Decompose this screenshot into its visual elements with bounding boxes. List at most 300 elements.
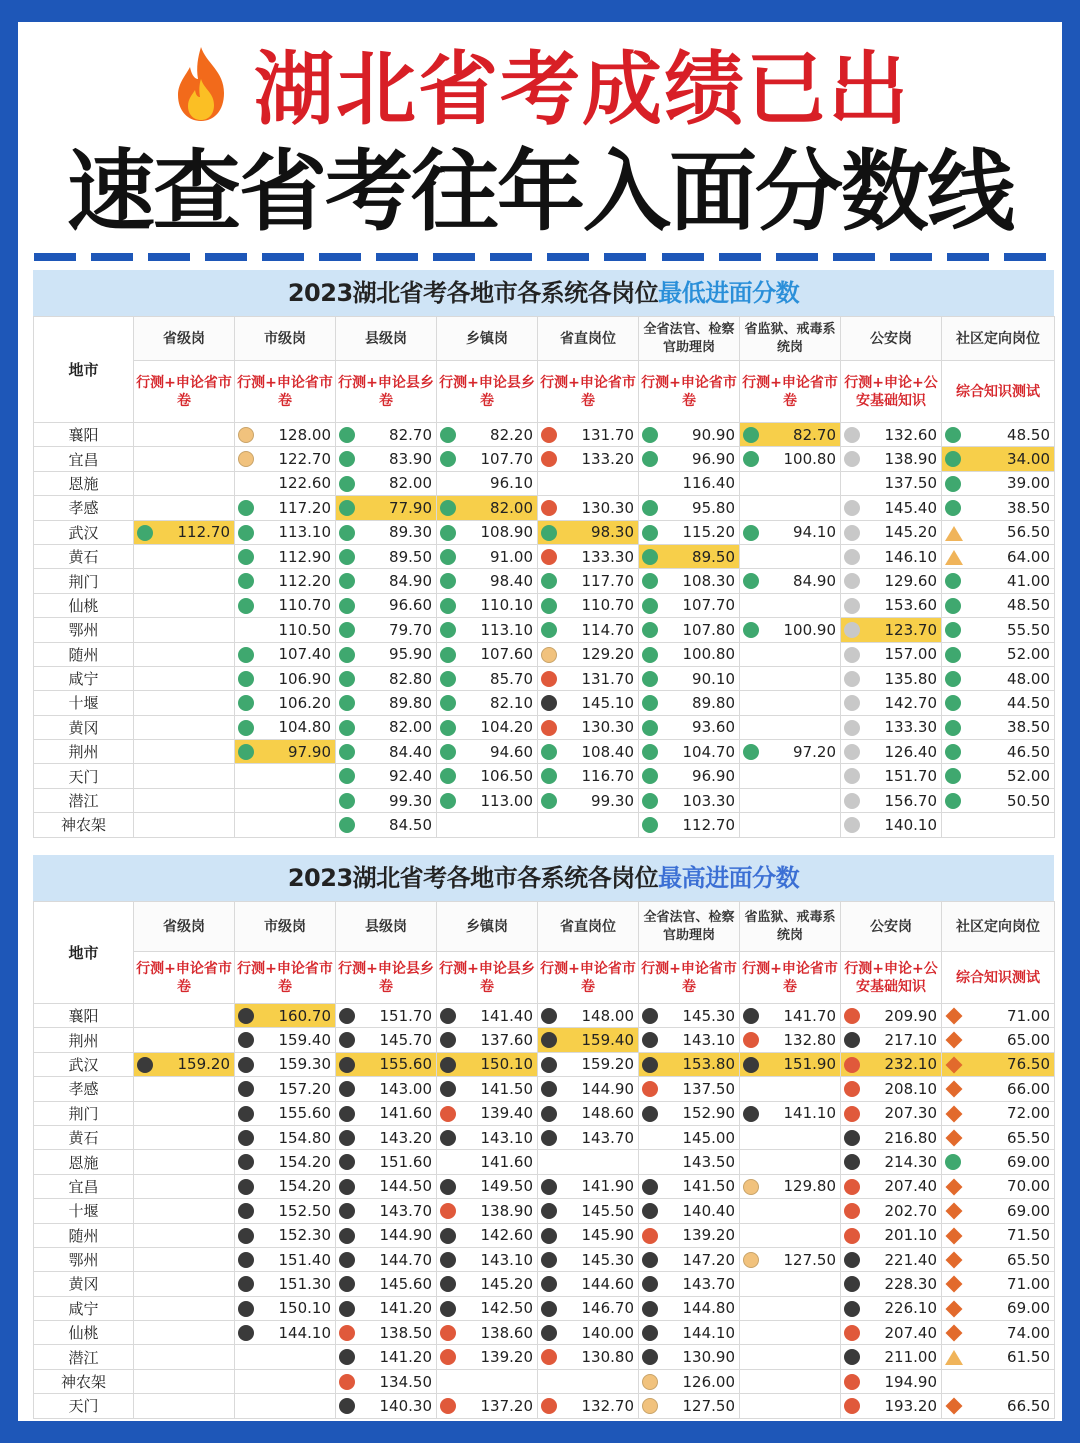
circle-marker-icon [642, 671, 658, 687]
exam-type-header: 行测+申论省市卷 [740, 361, 841, 423]
score-cell [841, 813, 942, 837]
score-cell [437, 691, 538, 715]
column-header: 乡镇岗 [437, 317, 538, 361]
circle-marker-icon [642, 1398, 658, 1414]
circle-marker-icon [339, 1106, 355, 1122]
score-cell [336, 1369, 437, 1393]
score-cell [538, 1077, 639, 1101]
score-cell [336, 1321, 437, 1345]
score-value: 77.90 [389, 498, 432, 517]
score-value: 94.10 [793, 523, 836, 542]
score-cell [336, 618, 437, 642]
score-cell [740, 423, 841, 447]
score-cell [942, 1028, 1055, 1052]
score-value: 145.60 [379, 1274, 432, 1293]
score-value: 130.30 [581, 718, 634, 737]
table-row [34, 1174, 1055, 1198]
diamond-marker-icon [946, 1081, 963, 1098]
score-cell [942, 1077, 1055, 1101]
circle-marker-icon [440, 573, 456, 589]
triangle-marker-icon [945, 526, 963, 541]
circle-marker-icon [339, 1008, 355, 1024]
score-cell [841, 1247, 942, 1271]
table-row [34, 1077, 1055, 1101]
score-cell [538, 593, 639, 617]
circle-marker-icon [238, 647, 254, 663]
exam-type-header: 行测+申论省市卷 [538, 952, 639, 1004]
circle-marker-icon [642, 525, 658, 541]
circle-marker-icon [844, 695, 860, 711]
score-cell [336, 593, 437, 617]
exam-type-header: 综合知识测试 [942, 952, 1055, 1004]
city-cell: 襄阳 [34, 423, 134, 447]
score-value: 46.50 [1007, 742, 1050, 761]
circle-marker-icon [238, 1008, 254, 1024]
score-cell [336, 788, 437, 812]
circle-marker-icon [339, 744, 355, 760]
score-cell [134, 1199, 235, 1223]
score-cell [235, 1296, 336, 1320]
score-cell [336, 642, 437, 666]
score-cell [134, 764, 235, 788]
score-cell [942, 691, 1055, 715]
exam-type-header: 行测+申论省市卷 [639, 952, 740, 1004]
score-cell [538, 618, 639, 642]
score-value: 112.20 [278, 572, 331, 591]
score-value: 207.40 [884, 1323, 937, 1342]
city-cell: 咸宁 [34, 666, 134, 690]
score-cell [942, 569, 1055, 593]
circle-marker-icon [541, 1057, 557, 1073]
circle-marker-icon [541, 793, 557, 809]
score-value: 69.00 [1007, 1299, 1050, 1318]
score-value: 149.50 [480, 1177, 533, 1196]
score-cell [134, 1077, 235, 1101]
circle-marker-icon [844, 1057, 860, 1073]
circle-marker-icon [238, 500, 254, 516]
score-value: 194.90 [884, 1372, 937, 1391]
score-cell [437, 1028, 538, 1052]
circle-marker-icon [945, 573, 961, 589]
circle-marker-icon [945, 768, 961, 784]
score-value: 100.80 [783, 450, 836, 469]
score-value: 116.70 [581, 767, 634, 786]
score-value: 226.10 [884, 1299, 937, 1318]
score-cell [336, 1345, 437, 1369]
score-cell [538, 1321, 639, 1345]
score-value: 82.70 [793, 425, 836, 444]
city-cell: 随州 [34, 642, 134, 666]
score-cell [942, 496, 1055, 520]
circle-marker-icon [541, 671, 557, 687]
score-cell [740, 1052, 841, 1076]
score-value: 107.70 [480, 450, 533, 469]
circle-marker-icon [339, 451, 355, 467]
score-value: 147.20 [682, 1250, 735, 1269]
score-value: 143.00 [379, 1079, 432, 1098]
circle-marker-icon [642, 451, 658, 467]
score-cell [235, 691, 336, 715]
score-cell [942, 1272, 1055, 1296]
score-value: 145.20 [884, 523, 937, 542]
circle-marker-icon [339, 598, 355, 614]
score-cell [134, 813, 235, 837]
score-cell [336, 447, 437, 471]
circle-marker-icon [541, 1252, 557, 1268]
score-value: 130.30 [581, 498, 634, 517]
score-cell [841, 764, 942, 788]
score-value: 141.20 [379, 1348, 432, 1367]
score-cell [336, 715, 437, 739]
circle-marker-icon [844, 1276, 860, 1292]
score-value: 96.90 [692, 450, 735, 469]
score-cell [235, 471, 336, 495]
city-cell: 孝感 [34, 1077, 134, 1101]
score-cell [538, 1004, 639, 1028]
score-cell [639, 666, 740, 690]
score-cell [235, 666, 336, 690]
column-header: 乡镇岗 [437, 902, 538, 952]
score-value: 132.60 [884, 425, 937, 444]
column-header: 省级岗 [134, 902, 235, 952]
circle-marker-icon [440, 1203, 456, 1219]
score-cell [639, 544, 740, 568]
circle-marker-icon [945, 451, 961, 467]
score-value: 216.80 [884, 1128, 937, 1147]
score-value: 159.30 [278, 1055, 331, 1074]
score-value: 89.80 [692, 693, 735, 712]
score-value: 107.70 [682, 596, 735, 615]
score-value: 228.30 [884, 1274, 937, 1293]
score-cell [437, 1174, 538, 1198]
score-cell [437, 715, 538, 739]
score-cell [235, 1125, 336, 1149]
circle-marker-icon [440, 427, 456, 443]
circle-marker-icon [743, 1057, 759, 1073]
score-value: 44.50 [1007, 693, 1050, 712]
score-cell [740, 1125, 841, 1149]
circle-marker-icon [743, 1008, 759, 1024]
score-cell [740, 764, 841, 788]
score-cell [336, 1199, 437, 1223]
score-value: 211.00 [884, 1348, 937, 1367]
score-value: 112.90 [278, 547, 331, 566]
score-value: 143.10 [480, 1128, 533, 1147]
score-cell [134, 1394, 235, 1418]
column-header: 省级岗 [134, 317, 235, 361]
score-value: 117.20 [278, 498, 331, 517]
score-cell [437, 1223, 538, 1247]
circle-marker-icon [440, 1228, 456, 1244]
poster-card [18, 22, 1062, 1421]
score-cell [134, 1028, 235, 1052]
score-value: 100.80 [682, 645, 735, 664]
score-cell [639, 496, 740, 520]
exam-type-header: 行测+申论省市卷 [538, 361, 639, 423]
score-value: 94.60 [490, 742, 533, 761]
score-cell [437, 471, 538, 495]
score-value: 112.70 [177, 523, 230, 542]
score-value: 65.00 [1007, 1031, 1050, 1050]
circle-marker-icon [642, 768, 658, 784]
score-value: 70.00 [1007, 1177, 1050, 1196]
score-cell [538, 520, 639, 544]
exam-type-header: 行测+申论省市卷 [235, 361, 336, 423]
score-value: 83.90 [389, 450, 432, 469]
score-value: 221.40 [884, 1250, 937, 1269]
table-row [34, 1247, 1055, 1271]
score-cell [740, 1150, 841, 1174]
column-header: 省监狱、戒毒系统岗 [740, 317, 841, 361]
score-cell [740, 1004, 841, 1028]
score-value: 214.30 [884, 1153, 937, 1172]
score-value: 126.00 [682, 1372, 735, 1391]
circle-marker-icon [642, 744, 658, 760]
score-value: 155.60 [379, 1055, 432, 1074]
score-cell [942, 1101, 1055, 1125]
score-cell [538, 1369, 639, 1393]
exam-type-header: 行测+申论省市卷 [235, 952, 336, 1004]
score-value: 145.30 [581, 1250, 634, 1269]
table-row [34, 1345, 1055, 1369]
circle-marker-icon [440, 768, 456, 784]
score-value: 143.10 [480, 1250, 533, 1269]
score-cell [336, 520, 437, 544]
score-cell [336, 740, 437, 764]
table-row [34, 471, 1055, 495]
score-cell [740, 1369, 841, 1393]
score-value: 141.20 [379, 1299, 432, 1318]
score-cell [437, 447, 538, 471]
circle-marker-icon [440, 793, 456, 809]
table-row [34, 715, 1055, 739]
score-value: 127.50 [783, 1250, 836, 1269]
score-value: 129.60 [884, 572, 937, 591]
score-cell [740, 715, 841, 739]
score-value: 126.40 [884, 742, 937, 761]
score-cell [942, 1247, 1055, 1271]
score-cell [235, 569, 336, 593]
circle-marker-icon [743, 1179, 759, 1195]
circle-marker-icon [642, 1252, 658, 1268]
column-header: 市级岗 [235, 902, 336, 952]
circle-marker-icon [339, 476, 355, 492]
circle-marker-icon [743, 622, 759, 638]
circle-marker-icon [440, 1130, 456, 1146]
score-cell [134, 520, 235, 544]
score-cell [740, 1321, 841, 1345]
circle-marker-icon [642, 1203, 658, 1219]
score-cell [437, 544, 538, 568]
score-value: 64.00 [1007, 547, 1050, 566]
circle-marker-icon [238, 720, 254, 736]
circle-marker-icon [541, 1398, 557, 1414]
score-value: 142.50 [480, 1299, 533, 1318]
score-value: 207.40 [884, 1177, 937, 1196]
score-value: 141.40 [480, 1006, 533, 1025]
score-value: 151.40 [278, 1250, 331, 1269]
score-value: 89.50 [692, 547, 735, 566]
score-cell [437, 569, 538, 593]
circle-marker-icon [642, 720, 658, 736]
fire-icon [170, 45, 232, 123]
score-cell [235, 423, 336, 447]
score-cell [942, 1004, 1055, 1028]
score-value: 137.50 [682, 1079, 735, 1098]
table-row [34, 1296, 1055, 1320]
circle-marker-icon [642, 647, 658, 663]
city-cell: 恩施 [34, 471, 134, 495]
circle-marker-icon [642, 573, 658, 589]
score-cell [942, 1199, 1055, 1223]
score-value: 65.50 [1007, 1128, 1050, 1147]
score-cell [235, 544, 336, 568]
score-cell [841, 471, 942, 495]
circle-marker-icon [137, 525, 153, 541]
score-cell [740, 593, 841, 617]
score-cell [437, 496, 538, 520]
score-value: 114.70 [581, 620, 634, 639]
circle-marker-icon [541, 1276, 557, 1292]
score-value: 140.00 [581, 1323, 634, 1342]
score-cell [740, 666, 841, 690]
score-value: 71.50 [1007, 1226, 1050, 1245]
circle-marker-icon [945, 647, 961, 663]
circle-marker-icon [945, 695, 961, 711]
circle-marker-icon [844, 500, 860, 516]
dashed-divider [34, 253, 1046, 263]
score-value: 159.40 [581, 1031, 634, 1050]
score-cell [740, 1028, 841, 1052]
circle-marker-icon [238, 598, 254, 614]
score-value: 157.00 [884, 645, 937, 664]
score-cell [942, 618, 1055, 642]
score-cell [942, 544, 1055, 568]
score-cell [336, 1247, 437, 1271]
score-value: 144.80 [682, 1299, 735, 1318]
score-cell [235, 1028, 336, 1052]
score-value: 157.20 [278, 1079, 331, 1098]
score-cell [942, 1125, 1055, 1149]
score-cell [841, 1028, 942, 1052]
score-value: 61.50 [1007, 1348, 1050, 1367]
score-value: 153.80 [682, 1055, 735, 1074]
score-cell [538, 642, 639, 666]
circle-marker-icon [642, 1301, 658, 1317]
circle-marker-icon [541, 1106, 557, 1122]
score-value: 152.90 [682, 1104, 735, 1123]
circle-marker-icon [844, 1301, 860, 1317]
score-cell [841, 423, 942, 447]
score-value: 84.50 [389, 815, 432, 834]
circle-marker-icon [945, 476, 961, 492]
score-cell [841, 642, 942, 666]
score-cell [639, 1150, 740, 1174]
table-row [34, 1369, 1055, 1393]
circle-marker-icon [945, 1154, 961, 1170]
score-cell [841, 691, 942, 715]
score-cell [336, 544, 437, 568]
score-value: 141.90 [581, 1177, 634, 1196]
score-value: 52.00 [1007, 767, 1050, 786]
score-cell [639, 1077, 740, 1101]
score-cell [437, 740, 538, 764]
score-cell [538, 1101, 639, 1125]
exam-type-header: 行测+申论省市卷 [134, 952, 235, 1004]
score-value: 150.10 [278, 1299, 331, 1318]
score-value: 143.70 [581, 1128, 634, 1147]
score-cell [134, 569, 235, 593]
score-cell [538, 666, 639, 690]
score-value: 71.00 [1007, 1006, 1050, 1025]
circle-marker-icon [440, 549, 456, 565]
circle-marker-icon [743, 427, 759, 443]
score-value: 115.20 [682, 523, 735, 542]
score-cell [235, 788, 336, 812]
score-cell [336, 813, 437, 837]
circle-marker-icon [339, 1374, 355, 1390]
circle-marker-icon [541, 500, 557, 516]
circle-marker-icon [541, 1325, 557, 1341]
circle-marker-icon [642, 1032, 658, 1048]
circle-marker-icon [541, 573, 557, 589]
circle-marker-icon [541, 1228, 557, 1244]
score-value: 150.10 [480, 1055, 533, 1074]
city-cell: 鄂州 [34, 618, 134, 642]
score-value: 92.40 [389, 767, 432, 786]
score-value: 116.40 [682, 474, 735, 493]
circle-marker-icon [642, 598, 658, 614]
circle-marker-icon [440, 1398, 456, 1414]
circle-marker-icon [238, 573, 254, 589]
score-cell [134, 740, 235, 764]
circle-marker-icon [541, 1032, 557, 1048]
city-header: 地市 [34, 902, 134, 1004]
circle-marker-icon [238, 1057, 254, 1073]
circle-marker-icon [642, 1325, 658, 1341]
score-cell [841, 1174, 942, 1198]
column-header: 社区定向岗位 [942, 902, 1055, 952]
circle-marker-icon [339, 793, 355, 809]
circle-marker-icon [440, 720, 456, 736]
score-cell [841, 496, 942, 520]
score-cell [134, 447, 235, 471]
score-cell [538, 1345, 639, 1369]
score-cell [841, 1199, 942, 1223]
score-cell [740, 788, 841, 812]
circle-marker-icon [238, 1154, 254, 1170]
circle-marker-icon [844, 1228, 860, 1244]
headline-red [18, 44, 1062, 136]
score-value: 112.70 [682, 815, 735, 834]
diamond-marker-icon [946, 1276, 963, 1293]
circle-marker-icon [238, 1106, 254, 1122]
score-cell [942, 764, 1055, 788]
score-value: 144.50 [379, 1177, 432, 1196]
circle-marker-icon [642, 1057, 658, 1073]
circle-marker-icon [642, 427, 658, 443]
table-min-block [33, 270, 1054, 838]
score-value: 85.70 [490, 669, 533, 688]
city-cell: 仙桃 [34, 1321, 134, 1345]
table-row [34, 642, 1055, 666]
circle-marker-icon [339, 427, 355, 443]
score-cell [134, 715, 235, 739]
score-value: 82.00 [490, 498, 533, 517]
circle-marker-icon [945, 671, 961, 687]
circle-marker-icon [238, 1203, 254, 1219]
table-row [34, 1028, 1055, 1052]
